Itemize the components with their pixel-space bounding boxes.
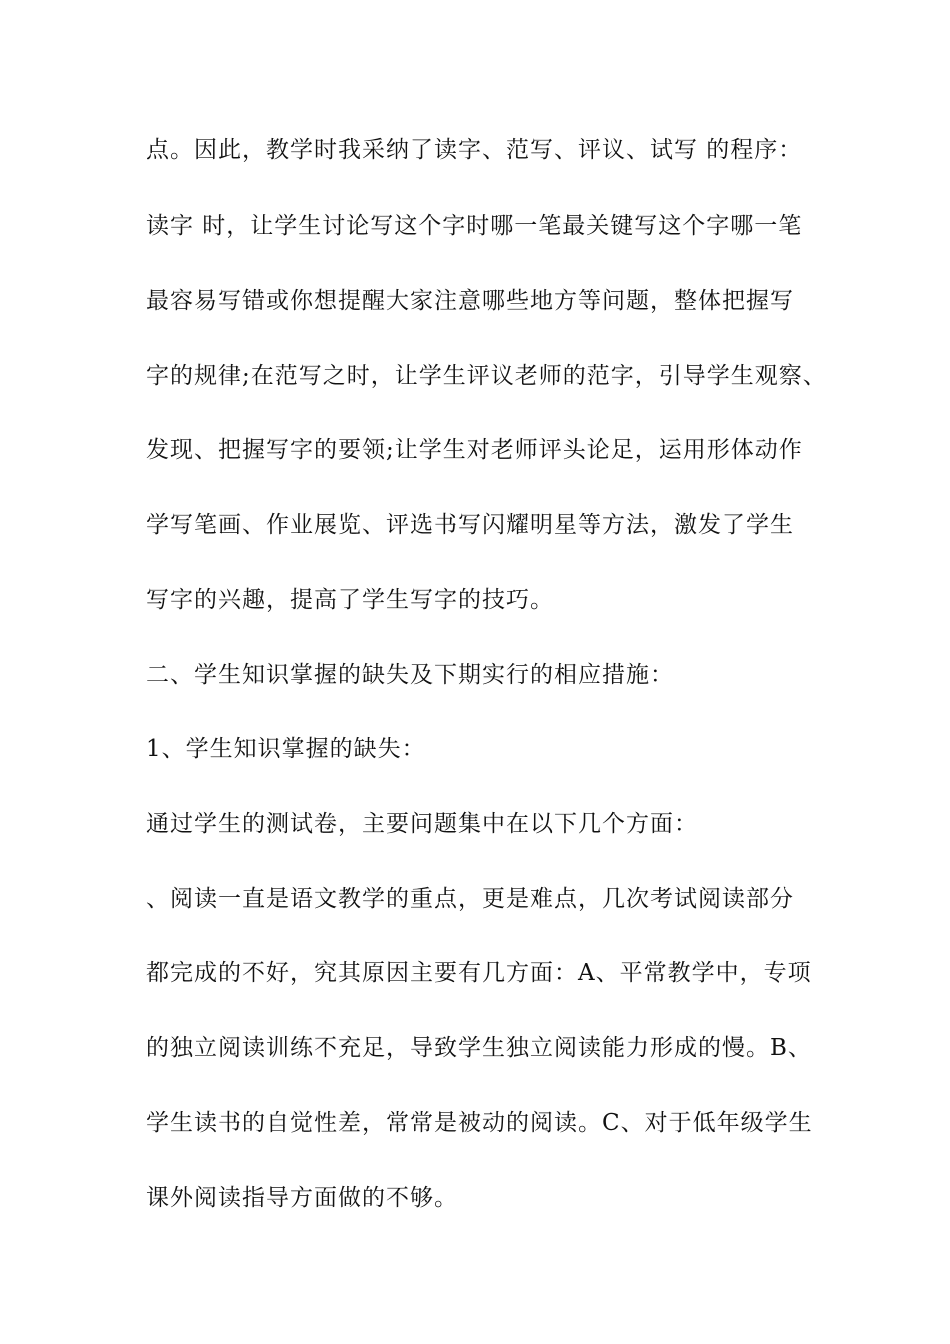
paragraph-line: 点。因此，教学时我采纳了读字、范写、评议、试写 的程序：: [146, 137, 803, 163]
paragraph-line: 读字 时，让学生讨论写这个字时哪一笔最关键写这个字哪一笔: [146, 213, 803, 239]
paragraph-line: 字的规律;在范写之时，让学生评议老师的范字，引导学生观察、: [146, 363, 827, 389]
paragraph-line: 学写笔画、作业展览、评选书写闪耀明星等方法，激发了学生: [146, 512, 794, 538]
paragraph-line: 最容易写错或你想提醒大家注意哪些地方等问题，整体把握写: [146, 288, 794, 314]
paragraph-line: 发现、把握写字的要领;让学生对老师评头论足，运用形体动作: [146, 437, 803, 463]
paragraph-line: 都完成的不好，究其原因主要有几方面：A、平常教学中，专项: [146, 960, 812, 986]
subsection-heading: 1、学生知识掌握的缺失：: [146, 736, 426, 762]
paragraph-line: 的独立阅读训练不充足，导致学生独立阅读能力形成的慢。B、: [146, 1035, 812, 1061]
paragraph-line: 课外阅读指导方面做的不够。: [146, 1185, 458, 1211]
paragraph-line: 通过学生的测试卷，主要问题集中在以下几个方面：: [146, 811, 698, 837]
paragraph-line: 学生读书的自觉性差，常常是被动的阅读。C、对于低年级学生: [146, 1110, 813, 1136]
paragraph-line: 写字的兴趣，提高了学生写字的技巧。: [146, 587, 554, 613]
section-heading: 二、学生知识掌握的缺失及下期实行的相应措施：: [146, 662, 674, 688]
paragraph-line: 、阅读一直是语文教学的重点，更是难点，几次考试阅读部分: [146, 886, 794, 912]
